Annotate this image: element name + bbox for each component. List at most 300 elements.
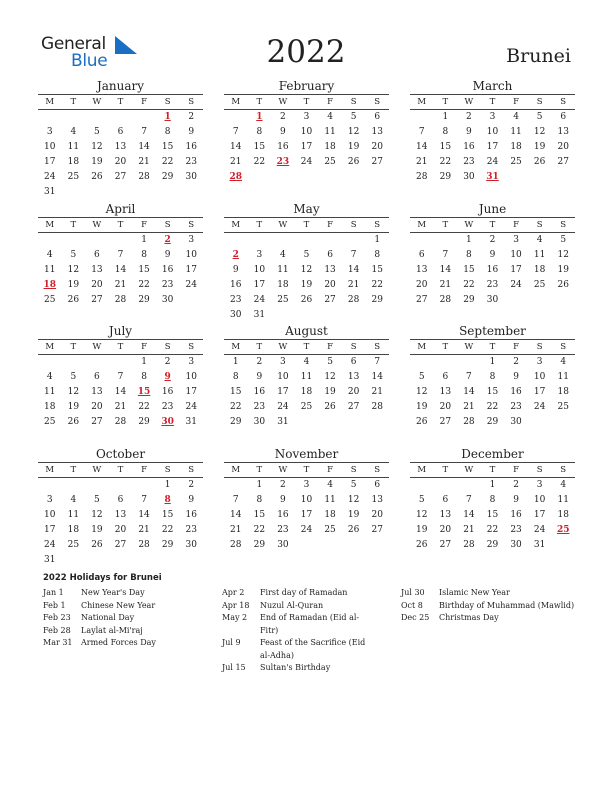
day-cell: 31 bbox=[277, 417, 289, 427]
day-cell: 11 bbox=[557, 372, 569, 382]
day-cell: 14 bbox=[114, 265, 127, 275]
day-cell: 9 bbox=[466, 127, 472, 137]
month-name: April bbox=[105, 202, 136, 216]
weekday-label: T bbox=[489, 97, 496, 107]
weekday-header bbox=[224, 217, 389, 233]
day-cell: 16 bbox=[510, 510, 522, 520]
day-cell: 8 bbox=[232, 372, 239, 382]
holiday-name: Christmas Day bbox=[439, 613, 499, 622]
day-cell: 24 bbox=[253, 295, 266, 305]
day-cell: 5 bbox=[350, 480, 357, 490]
day-cell: 11 bbox=[324, 127, 336, 137]
empty-cell bbox=[410, 478, 434, 493]
weekday-label: T bbox=[303, 465, 310, 475]
day-cell: 7 bbox=[232, 127, 239, 137]
day-cell: 4 bbox=[46, 250, 53, 260]
day-cell: 28 bbox=[138, 172, 150, 182]
weekday-label: F bbox=[141, 342, 148, 352]
day-cell: 19 bbox=[347, 510, 360, 520]
day-cell: 6 bbox=[442, 495, 449, 505]
empty-cell bbox=[224, 478, 248, 493]
day-cell: 15 bbox=[161, 510, 174, 520]
day-cell: 21 bbox=[114, 402, 127, 412]
empty-cell bbox=[109, 355, 133, 370]
day-cell: 11 bbox=[324, 495, 336, 505]
weekday-label: S bbox=[188, 465, 195, 475]
day-cell: 2 bbox=[489, 235, 496, 245]
weekday-header bbox=[410, 462, 575, 478]
day-cell: 9 bbox=[280, 495, 286, 505]
day-cell: 21 bbox=[114, 280, 127, 290]
day-cell: 20 bbox=[439, 525, 452, 535]
weekday-label: T bbox=[256, 97, 263, 107]
day-cell: 17 bbox=[486, 142, 499, 152]
day-cell: 26 bbox=[347, 157, 360, 167]
day-cell: 16 bbox=[185, 142, 197, 152]
weekday-label: W bbox=[464, 220, 474, 230]
day-cell: 20 bbox=[371, 142, 383, 152]
holiday-day: 1 bbox=[164, 112, 171, 122]
day-cell: 25 bbox=[510, 157, 522, 167]
month-name: September bbox=[459, 324, 526, 338]
weekday-label: W bbox=[278, 342, 288, 352]
day-cell: 19 bbox=[557, 265, 569, 275]
day-cell: 18 bbox=[533, 265, 546, 275]
day-cell: 21 bbox=[230, 525, 242, 535]
day-cell: 13 bbox=[114, 142, 127, 152]
day-cell: 2 bbox=[164, 357, 171, 367]
day-cell: 9 bbox=[489, 250, 496, 260]
month-october bbox=[38, 447, 203, 568]
weekday-label: W bbox=[92, 220, 102, 230]
day-cell: 11 bbox=[67, 510, 80, 520]
holiday-entry bbox=[222, 637, 377, 662]
day-cell: 17 bbox=[533, 387, 546, 397]
month-name: August bbox=[285, 324, 328, 338]
holiday-column bbox=[222, 587, 377, 675]
weekday-label: S bbox=[164, 220, 171, 230]
day-cell: 20 bbox=[91, 402, 103, 412]
day-cell: 6 bbox=[117, 495, 124, 505]
day-cell: 27 bbox=[91, 417, 103, 427]
day-cell: 14 bbox=[347, 265, 360, 275]
holiday-day: 28 bbox=[229, 172, 243, 182]
day-cell: 22 bbox=[230, 402, 242, 412]
day-cell: 26 bbox=[91, 172, 103, 182]
day-cell: 24 bbox=[510, 280, 522, 290]
month-june bbox=[410, 202, 575, 308]
day-cell: 6 bbox=[418, 250, 425, 260]
day-cell: 29 bbox=[161, 540, 174, 550]
empty-cell bbox=[62, 110, 86, 125]
day-cell: 8 bbox=[141, 250, 147, 260]
day-cell: 13 bbox=[91, 265, 103, 275]
weekday-label: F bbox=[513, 465, 520, 475]
day-cell: 26 bbox=[416, 417, 428, 427]
day-cell: 24 bbox=[44, 540, 56, 550]
day-cell: 4 bbox=[46, 372, 53, 382]
day-cell: 1 bbox=[232, 357, 239, 367]
weekday-label: T bbox=[117, 220, 124, 230]
day-cell: 5 bbox=[303, 250, 310, 260]
weekday-label: T bbox=[117, 97, 124, 107]
holiday-name: Armed Forces Day bbox=[81, 638, 156, 647]
day-cell: 31 bbox=[533, 540, 546, 550]
day-cell: 22 bbox=[161, 157, 174, 167]
weekday-label: M bbox=[231, 97, 241, 107]
holiday-entry bbox=[43, 612, 213, 625]
day-cell: 19 bbox=[67, 280, 80, 290]
weekday-label: M bbox=[231, 220, 241, 230]
weekday-label: W bbox=[92, 342, 102, 352]
empty-cell bbox=[410, 110, 434, 125]
holiday-date: Jan 1 bbox=[43, 588, 64, 597]
day-cell: 13 bbox=[416, 265, 428, 275]
page-header bbox=[0, 0, 612, 80]
day-cell: 15 bbox=[230, 387, 242, 397]
day-cell: 30 bbox=[185, 540, 197, 550]
day-cell: 15 bbox=[439, 142, 452, 152]
weekday-label: T bbox=[256, 220, 263, 230]
empty-cell bbox=[62, 478, 86, 493]
empty-cell bbox=[62, 233, 86, 248]
day-cell: 21 bbox=[439, 280, 452, 290]
day-cell: 24 bbox=[533, 402, 546, 412]
holiday-day: 18 bbox=[43, 280, 57, 290]
day-cell: 2 bbox=[466, 112, 472, 122]
day-cell: 8 bbox=[164, 127, 171, 137]
weekday-label: M bbox=[231, 465, 241, 475]
empty-cell bbox=[410, 233, 434, 248]
day-grid bbox=[410, 355, 575, 430]
day-cell: 14 bbox=[463, 510, 475, 520]
holiday-name: Sultan's Birthday bbox=[260, 663, 331, 672]
day-cell: 10 bbox=[300, 127, 313, 137]
day-cell: 17 bbox=[44, 157, 56, 167]
weekday-label: S bbox=[350, 342, 357, 352]
holiday-entry bbox=[401, 600, 576, 613]
logo-blue-text: Blue bbox=[71, 51, 108, 71]
day-cell: 27 bbox=[347, 402, 360, 412]
day-cell: 8 bbox=[141, 372, 147, 382]
day-cell: 9 bbox=[513, 495, 519, 505]
weekday-label: M bbox=[231, 342, 241, 352]
day-cell: 19 bbox=[91, 157, 103, 167]
day-cell: 26 bbox=[300, 295, 313, 305]
empty-cell bbox=[434, 478, 458, 493]
month-name: November bbox=[274, 447, 339, 461]
month-september bbox=[410, 324, 575, 430]
weekday-header bbox=[38, 339, 203, 355]
day-cell: 7 bbox=[374, 357, 381, 367]
day-cell: 30 bbox=[161, 295, 174, 305]
holiday-entry bbox=[43, 600, 213, 613]
day-cell: 19 bbox=[91, 525, 103, 535]
weekday-label: M bbox=[45, 97, 55, 107]
month-name: May bbox=[293, 202, 320, 216]
weekday-label: T bbox=[70, 342, 77, 352]
day-cell: 12 bbox=[416, 510, 428, 520]
month-august bbox=[224, 324, 389, 430]
day-grid bbox=[224, 355, 389, 430]
day-cell: 7 bbox=[141, 495, 147, 505]
day-cell: 11 bbox=[44, 265, 56, 275]
holiday-date: Jul 9 bbox=[222, 638, 241, 647]
day-cell: 18 bbox=[277, 280, 289, 290]
weekday-label: T bbox=[256, 342, 263, 352]
day-cell: 7 bbox=[350, 250, 357, 260]
holiday-date: Feb 23 bbox=[43, 613, 71, 622]
day-cell: 13 bbox=[91, 387, 103, 397]
day-cell: 4 bbox=[536, 235, 543, 245]
day-cell: 3 bbox=[46, 127, 53, 137]
day-cell: 10 bbox=[277, 372, 289, 382]
weekday-label: W bbox=[278, 97, 288, 107]
day-cell: 13 bbox=[371, 127, 383, 137]
day-cell: 1 bbox=[141, 235, 147, 245]
day-cell: 30 bbox=[463, 172, 475, 182]
weekday-label: T bbox=[489, 220, 496, 230]
day-cell: 7 bbox=[232, 495, 239, 505]
day-cell: 16 bbox=[253, 387, 266, 397]
day-cell: 8 bbox=[489, 372, 496, 382]
weekday-header bbox=[38, 94, 203, 110]
day-cell: 14 bbox=[371, 372, 383, 382]
day-cell: 12 bbox=[347, 495, 360, 505]
day-cell: 15 bbox=[161, 142, 174, 152]
day-cell: 15 bbox=[253, 142, 266, 152]
day-cell: 28 bbox=[347, 295, 360, 305]
day-cell: 31 bbox=[185, 417, 197, 427]
day-cell: 4 bbox=[327, 480, 333, 490]
day-cell: 23 bbox=[486, 280, 499, 290]
holiday-day: 25 bbox=[556, 525, 570, 535]
weekday-label: M bbox=[45, 465, 55, 475]
day-cell: 27 bbox=[324, 295, 336, 305]
day-cell: 23 bbox=[253, 402, 266, 412]
weekday-label: F bbox=[327, 342, 334, 352]
weekday-label: T bbox=[117, 465, 124, 475]
day-cell: 28 bbox=[439, 295, 452, 305]
day-cell: 23 bbox=[161, 280, 174, 290]
holiday-day: 15 bbox=[137, 387, 151, 397]
day-cell: 23 bbox=[463, 157, 475, 167]
holiday-entry bbox=[222, 612, 377, 637]
weekday-label: F bbox=[327, 465, 334, 475]
empty-cell bbox=[295, 233, 319, 248]
holiday-day: 9 bbox=[164, 372, 171, 382]
day-cell: 14 bbox=[463, 387, 475, 397]
weekday-label: F bbox=[327, 220, 334, 230]
empty-cell bbox=[85, 355, 109, 370]
day-cell: 3 bbox=[280, 357, 286, 367]
day-grid bbox=[38, 233, 203, 308]
weekday-label: T bbox=[256, 465, 263, 475]
weekday-label: W bbox=[278, 465, 288, 475]
day-cell: 28 bbox=[114, 295, 127, 305]
empty-cell bbox=[224, 110, 248, 125]
weekday-label: M bbox=[417, 465, 427, 475]
day-cell: 16 bbox=[230, 280, 242, 290]
day-cell: 1 bbox=[374, 235, 381, 245]
weekday-label: W bbox=[92, 97, 102, 107]
day-cell: 1 bbox=[256, 480, 263, 490]
year-title: 2022 bbox=[266, 34, 346, 70]
day-cell: 19 bbox=[533, 142, 546, 152]
day-cell: 15 bbox=[463, 265, 475, 275]
day-grid bbox=[224, 110, 389, 185]
day-cell: 4 bbox=[70, 495, 77, 505]
holiday-entry bbox=[43, 625, 213, 638]
day-cell: 16 bbox=[510, 387, 522, 397]
day-cell: 25 bbox=[300, 402, 313, 412]
day-cell: 14 bbox=[439, 265, 452, 275]
day-cell: 13 bbox=[439, 510, 452, 520]
day-cell: 10 bbox=[44, 510, 56, 520]
weekday-label: S bbox=[374, 342, 381, 352]
day-cell: 14 bbox=[416, 142, 428, 152]
holiday-date: Apr 2 bbox=[222, 588, 245, 597]
day-cell: 24 bbox=[185, 280, 197, 290]
day-cell: 26 bbox=[347, 525, 360, 535]
month-november bbox=[224, 447, 389, 553]
weekday-label: S bbox=[560, 465, 567, 475]
day-cell: 10 bbox=[300, 495, 313, 505]
day-cell: 27 bbox=[416, 295, 428, 305]
holiday-day: 31 bbox=[486, 172, 499, 182]
holiday-name: Nuzul Al-Quran bbox=[260, 600, 324, 610]
day-cell: 18 bbox=[300, 387, 313, 397]
day-cell: 23 bbox=[277, 525, 289, 535]
day-cell: 25 bbox=[67, 540, 80, 550]
day-cell: 17 bbox=[510, 265, 522, 275]
day-cell: 6 bbox=[350, 357, 357, 367]
empty-cell bbox=[318, 233, 342, 248]
day-cell: 25 bbox=[67, 172, 80, 182]
day-cell: 11 bbox=[44, 387, 56, 397]
day-cell: 22 bbox=[439, 157, 452, 167]
holiday-entry bbox=[43, 587, 213, 600]
day-cell: 16 bbox=[161, 265, 174, 275]
day-cell: 17 bbox=[253, 280, 266, 290]
day-cell: 20 bbox=[347, 387, 360, 397]
day-cell: 28 bbox=[463, 417, 475, 427]
day-cell: 2 bbox=[513, 357, 519, 367]
day-cell: 12 bbox=[91, 510, 103, 520]
day-cell: 16 bbox=[161, 387, 174, 397]
empty-cell bbox=[62, 355, 86, 370]
day-cell: 22 bbox=[253, 525, 266, 535]
day-cell: 5 bbox=[70, 250, 77, 260]
day-cell: 7 bbox=[141, 127, 147, 137]
day-cell: 6 bbox=[117, 127, 124, 137]
month-name: December bbox=[461, 447, 524, 461]
day-cell: 10 bbox=[44, 142, 56, 152]
day-cell: 29 bbox=[439, 172, 452, 182]
day-cell: 10 bbox=[533, 372, 546, 382]
month-july bbox=[38, 324, 203, 430]
day-cell: 20 bbox=[439, 402, 452, 412]
day-cell: 18 bbox=[324, 510, 336, 520]
holiday-entry bbox=[401, 612, 576, 625]
day-cell: 25 bbox=[277, 295, 289, 305]
day-cell: 29 bbox=[486, 540, 499, 550]
holiday-entry bbox=[43, 637, 213, 650]
holiday-date: Jul 30 bbox=[401, 588, 425, 597]
empty-cell bbox=[434, 233, 458, 248]
day-cell: 1 bbox=[164, 480, 171, 490]
day-cell: 9 bbox=[513, 372, 519, 382]
day-cell: 8 bbox=[256, 495, 263, 505]
day-cell: 30 bbox=[253, 417, 266, 427]
day-cell: 23 bbox=[185, 525, 197, 535]
month-name: February bbox=[278, 79, 335, 93]
weekday-label: T bbox=[442, 465, 449, 475]
day-cell: 4 bbox=[560, 480, 567, 490]
day-cell: 22 bbox=[486, 402, 499, 412]
day-cell: 29 bbox=[371, 295, 383, 305]
day-cell: 13 bbox=[114, 510, 127, 520]
day-cell: 3 bbox=[303, 480, 310, 490]
weekday-label: F bbox=[327, 97, 334, 107]
day-cell: 12 bbox=[557, 250, 569, 260]
day-cell: 19 bbox=[347, 142, 360, 152]
day-cell: 23 bbox=[510, 525, 522, 535]
day-cell: 22 bbox=[161, 525, 174, 535]
day-cell: 3 bbox=[536, 357, 543, 367]
day-cell: 18 bbox=[44, 402, 56, 412]
weekday-label: S bbox=[560, 97, 567, 107]
day-cell: 21 bbox=[416, 157, 428, 167]
day-cell: 3 bbox=[303, 112, 310, 122]
day-cell: 16 bbox=[486, 265, 499, 275]
weekday-header bbox=[224, 462, 389, 478]
day-cell: 10 bbox=[486, 127, 499, 137]
day-cell: 16 bbox=[277, 510, 289, 520]
holiday-day: 2 bbox=[232, 250, 239, 260]
day-cell: 29 bbox=[161, 172, 174, 182]
day-cell: 11 bbox=[67, 142, 80, 152]
day-grid bbox=[224, 478, 389, 553]
weekday-header bbox=[410, 94, 575, 110]
holiday-entry bbox=[222, 587, 377, 600]
day-cell: 3 bbox=[188, 235, 195, 245]
day-cell: 4 bbox=[560, 357, 567, 367]
day-cell: 24 bbox=[486, 157, 499, 167]
month-december bbox=[410, 447, 575, 553]
holiday-name: Birthday of Muhammad (Mawlid) bbox=[439, 600, 575, 610]
weekday-label: M bbox=[45, 342, 55, 352]
day-cell: 25 bbox=[324, 525, 336, 535]
weekday-header bbox=[224, 339, 389, 355]
day-cell: 4 bbox=[70, 127, 77, 137]
day-cell: 12 bbox=[416, 387, 428, 397]
day-cell: 31 bbox=[253, 310, 266, 320]
day-cell: 6 bbox=[94, 250, 100, 260]
day-grid bbox=[410, 478, 575, 553]
day-cell: 13 bbox=[371, 495, 383, 505]
weekday-label: T bbox=[117, 342, 124, 352]
day-cell: 17 bbox=[44, 525, 56, 535]
day-cell: 10 bbox=[510, 250, 522, 260]
day-cell: 19 bbox=[67, 402, 80, 412]
weekday-label: T bbox=[303, 342, 310, 352]
day-cell: 6 bbox=[374, 112, 381, 122]
empty-cell bbox=[109, 478, 133, 493]
day-cell: 20 bbox=[114, 525, 127, 535]
month-name: March bbox=[472, 79, 513, 93]
empty-cell bbox=[132, 110, 156, 125]
